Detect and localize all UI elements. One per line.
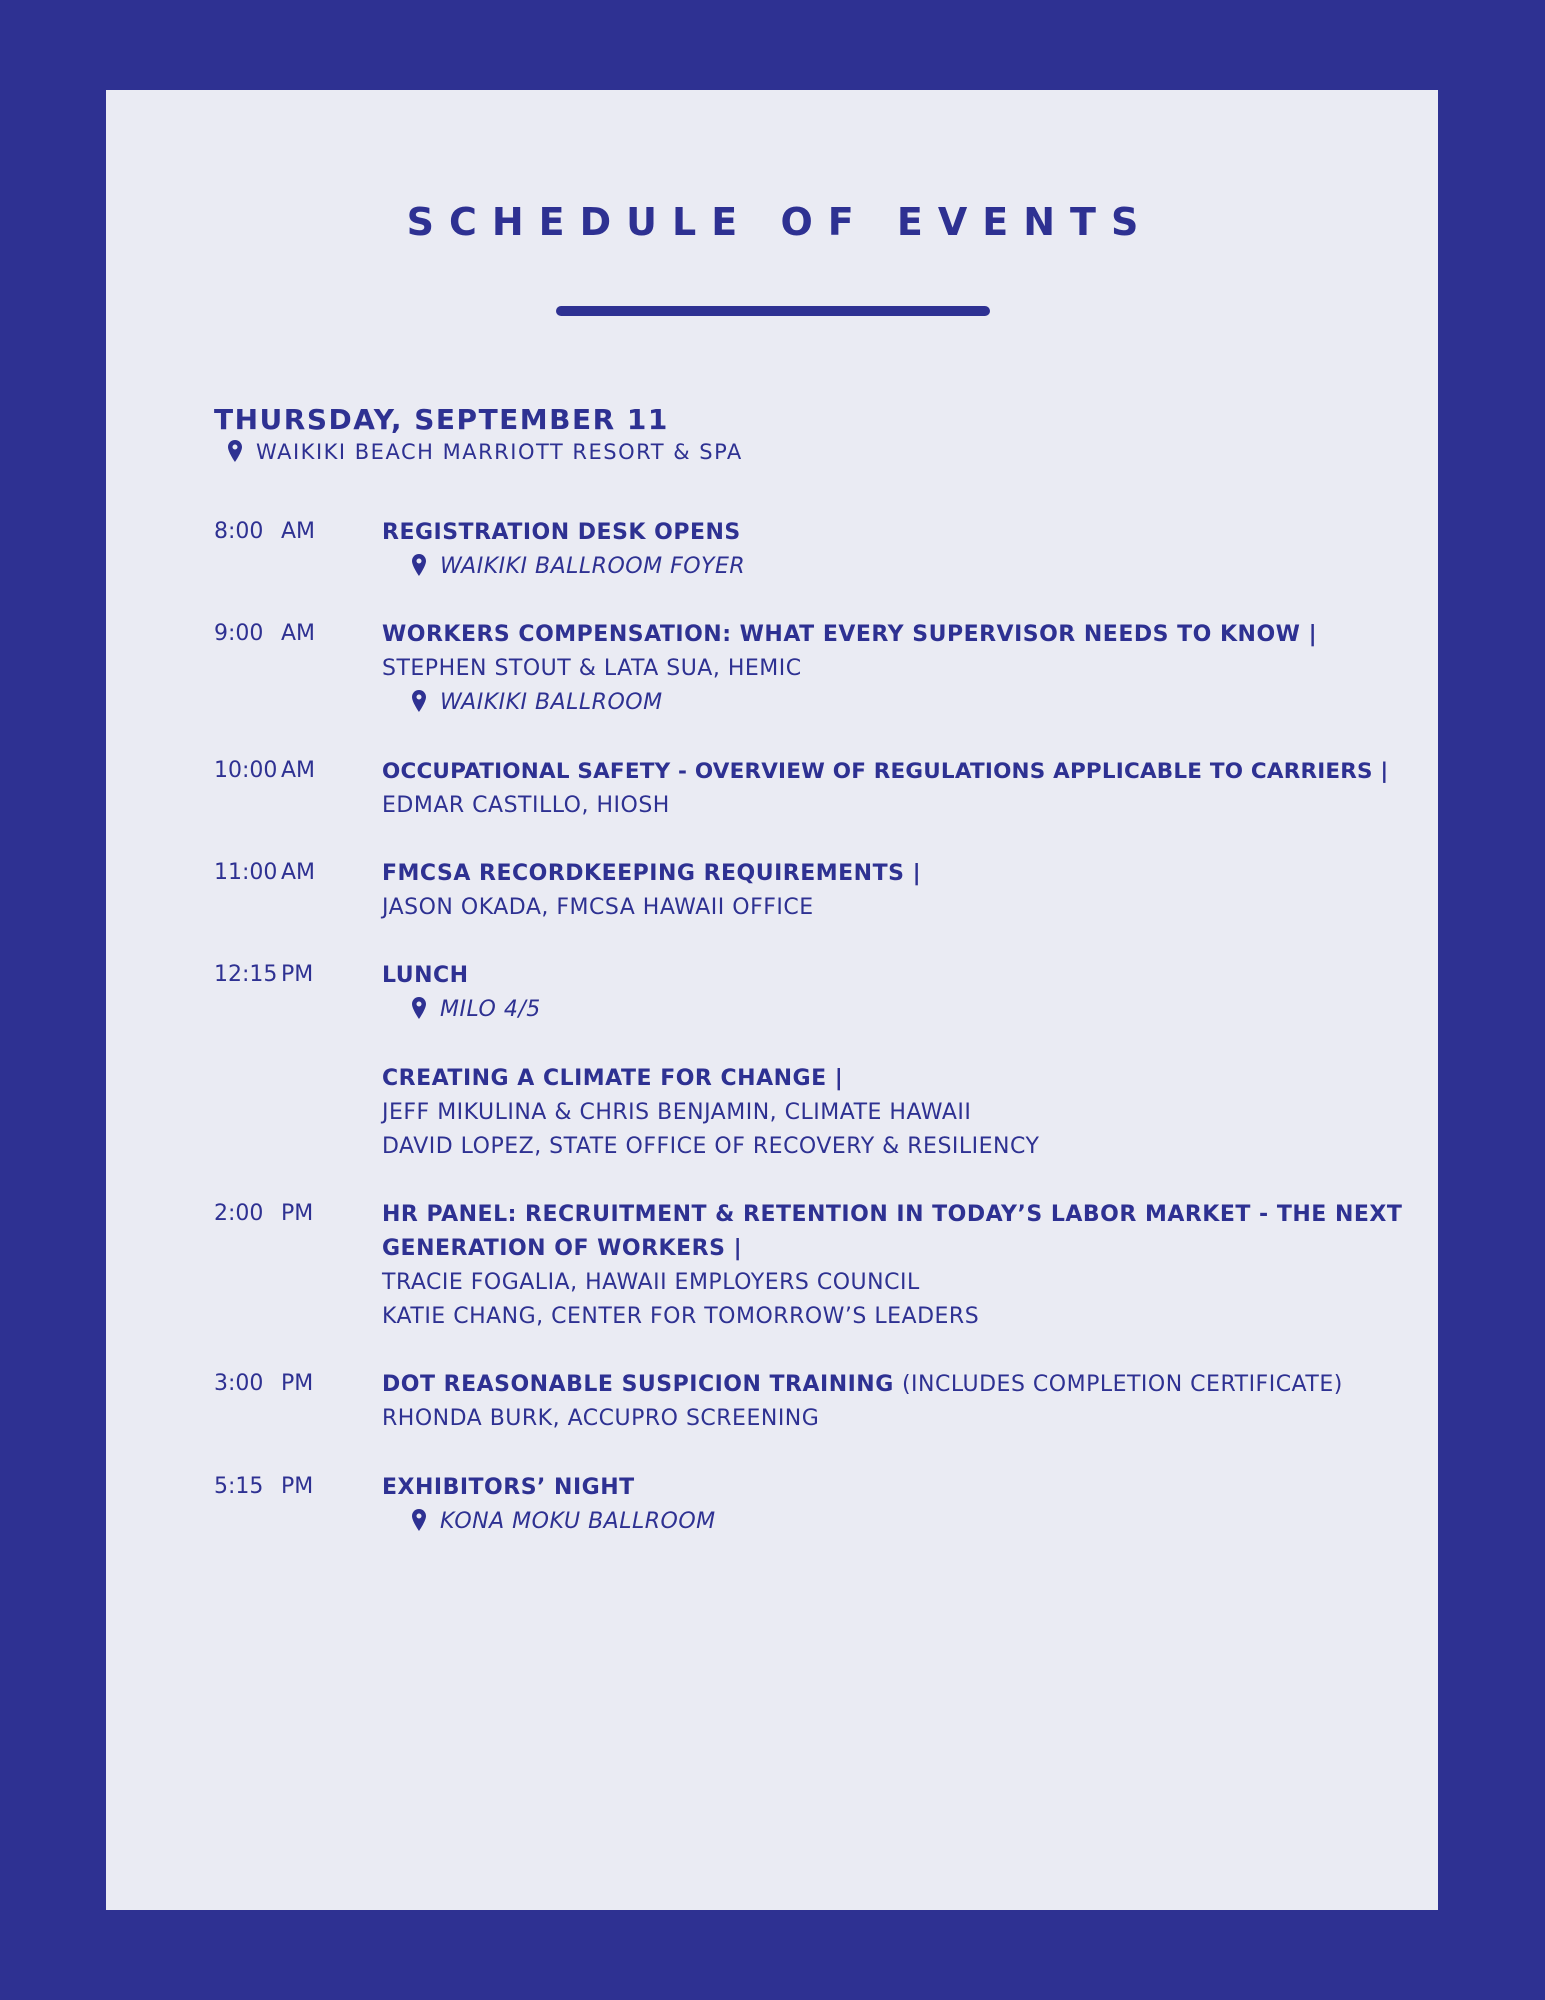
time-period: AM	[281, 758, 316, 783]
event-title: LUNCH	[382, 963, 469, 988]
map-pin-icon	[228, 440, 246, 462]
event-title: CREATING A CLIMATE FOR CHANGE |	[382, 1066, 844, 1091]
event-time	[214, 621, 316, 646]
map-pin-icon	[412, 1509, 430, 1531]
event-time	[214, 1371, 314, 1396]
time-value: 10:00	[214, 758, 278, 783]
time-value: 2:00	[214, 1201, 264, 1226]
event-time	[214, 1474, 314, 1499]
schedule-item-climate	[382, 1062, 1442, 1164]
time-period: AM	[281, 860, 316, 885]
event-title-line	[382, 1368, 1442, 1402]
event-day-heading: THURSDAY, SEPTEMBER 11	[214, 403, 669, 436]
time-period: AM	[281, 621, 316, 646]
event-location	[382, 1505, 1442, 1539]
event-title: OCCUPATIONAL SAFETY - OVERVIEW OF REGULATIONS APPLICABLE TO CARRIERS |	[382, 759, 1389, 784]
event-title: DOT REASONABLE SUSPICION TRAINING	[382, 1372, 894, 1397]
time-value: 12:15	[214, 962, 278, 987]
time-value: 5:15	[214, 1474, 264, 1499]
time-value: 9:00	[214, 621, 264, 646]
schedule-item-exhibitors-night	[382, 1471, 1442, 1539]
schedule-item-lunch	[382, 959, 1442, 1027]
location-name: MILO 4/5	[440, 997, 541, 1022]
venue-line	[228, 440, 743, 464]
event-title: WORKERS COMPENSATION: WHAT EVERY SUPERVISOR NEEDS TO KNOW |	[382, 622, 1318, 647]
venue-name: WAIKIKI BEACH MARRIOTT RESORT & SPA	[256, 440, 743, 464]
time-period: AM	[281, 519, 316, 544]
time-value: 3:00	[214, 1371, 264, 1396]
event-speaker: RHONDA BURK, ACCUPRO SCREENING	[382, 1406, 820, 1431]
page-title: SCHEDULE OF EVENTS	[406, 200, 1154, 244]
time-period: PM	[281, 1474, 314, 1499]
time-period: PM	[281, 962, 314, 987]
event-location	[382, 550, 1442, 584]
schedule-item-fmcsa	[382, 857, 1442, 925]
event-speaker: STEPHEN STOUT & LATA SUA, HEMIC	[382, 656, 802, 681]
schedule-item-hr-panel	[382, 1198, 1442, 1334]
map-pin-icon	[412, 690, 430, 712]
event-speaker: DAVID LOPEZ, STATE OFFICE OF RECOVERY & RESILIENCY	[382, 1134, 1040, 1159]
event-speaker: JASON OKADA, FMCSA HAWAII OFFICE	[382, 895, 814, 920]
schedule-item-occupational-safety	[382, 755, 1442, 823]
event-time	[214, 1201, 314, 1226]
event-speaker: KATIE CHANG, CENTER FOR TOMORROW’S LEADERS	[382, 1304, 980, 1329]
event-location	[382, 993, 1442, 1027]
title-divider	[556, 306, 990, 316]
event-time	[214, 758, 316, 783]
event-time	[214, 962, 314, 987]
event-speaker: JEFF MIKULINA & CHRIS BENJAMIN, CLIMATE HAWAII	[382, 1100, 972, 1125]
event-title: REGISTRATION DESK OPENS	[382, 520, 741, 545]
schedule-item-dot-training	[382, 1368, 1442, 1436]
location-name: KONA MOKU BALLROOM	[440, 1509, 716, 1534]
event-title: HR PANEL: RECRUITMENT & RETENTION IN TODAY’S LABOR MARKET - THE NEXT GENERATION OF WORKERS |	[382, 1202, 1403, 1261]
time-period: PM	[281, 1371, 314, 1396]
event-location	[382, 686, 1442, 720]
event-speaker: EDMAR CASTILLO, HIOSH	[382, 793, 670, 818]
schedule-item-workers-comp	[382, 618, 1442, 720]
time-value: 8:00	[214, 519, 264, 544]
time-value: 11:00	[214, 860, 278, 885]
event-title: EXHIBITORS’ NIGHT	[382, 1475, 635, 1500]
map-pin-icon	[412, 554, 430, 576]
map-pin-icon	[412, 997, 430, 1019]
location-name: WAIKIKI BALLROOM FOYER	[440, 554, 746, 579]
event-note: (INCLUDES COMPLETION CERTIFICATE)	[901, 1372, 1343, 1397]
location-name: WAIKIKI BALLROOM	[440, 690, 663, 715]
time-period: PM	[281, 1201, 314, 1226]
event-time	[214, 519, 316, 544]
event-time	[214, 860, 316, 885]
event-speaker: TRACIE FOGALIA, HAWAII EMPLOYERS COUNCIL	[382, 1270, 920, 1295]
event-title: FMCSA RECORDKEEPING REQUIREMENTS |	[382, 861, 922, 886]
schedule-item-registration	[382, 516, 1442, 584]
